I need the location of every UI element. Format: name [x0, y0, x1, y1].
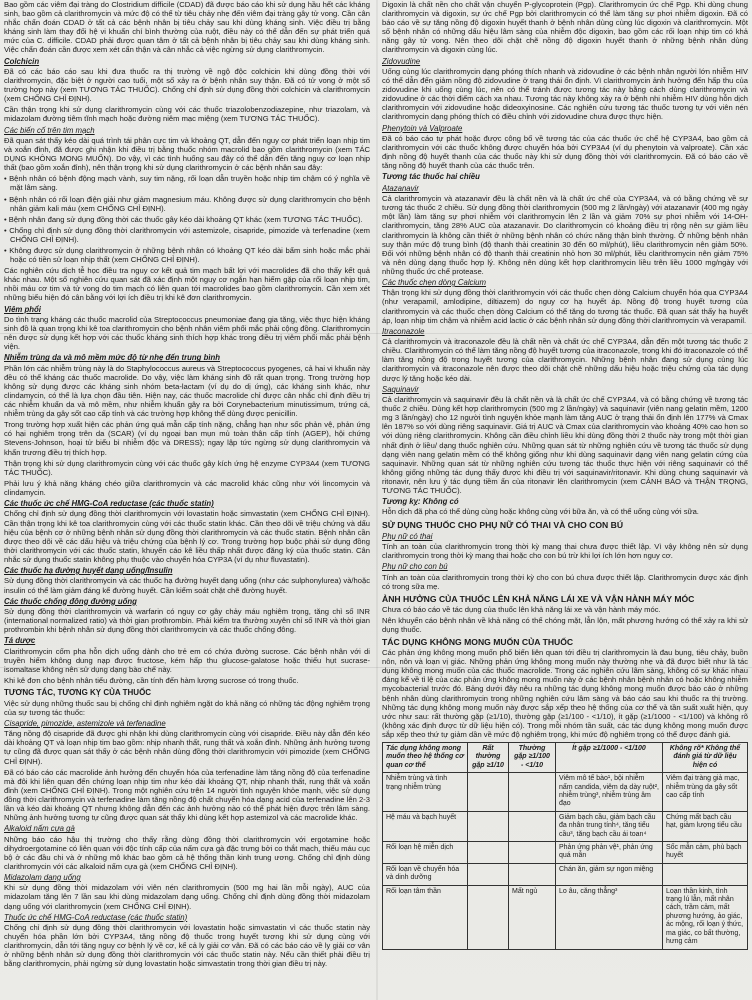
table-row [383, 773, 748, 812]
subheading: Phụ nữ cho con bú [382, 562, 448, 572]
subheading: Tương kỵ: Không có [382, 497, 459, 507]
paragraph: Thận trọng khi sử dụng clarithromycin cùng với các thuốc gây kích ứng hệ enzyme CYP3A4 (xem TƯƠNG TÁC THUỐC). [4, 458, 370, 477]
paragraph: Trong trường hợp xuất hiện các phản ứng quá mẫn cấp tính nặng, chẳng hạn như sốc phản vệ, phản ứng có hại nghiêm trọng trên da (SCAR) (ví dụ ngoại ban mụn mủ toàn thân cấp tính (AGEP), hội chứng Stevens-Johnson, hoại tử biểu bì nhiễm độc và DRESS); ngay lập tức ngừng sử dụng clarithromycin và khẩn trương điều trị thích hợp. [4, 420, 370, 457]
bullet-item: • Bệnh nhân có bệnh động mạch vành, suy tim nặng, rối loạn dẫn truyền hoặc nhịp tim chậm có ý nghĩa về mặt lâm sàng. [4, 174, 370, 193]
table-cell [663, 863, 748, 885]
paragraph: Đã quan sát thấy kéo dài quá trình tái phân cực tim và khoảng QT, dẫn đến nguy cơ phát triển loạn nhịp tim và xoắn đỉnh, đã được ghi nhận khi điều trị bằng thuốc nhóm macrolid bao gồm clarithromycin (xem TÁC DỤNG KHÔNG MONG MUỐN). Do vậy, vì các tình huống sau đây có thể dẫn đến tăng nguy cơ loạn nhịp thất (bao gồm xoắn đỉnh), nên thận trọng khi sử dụng clarithromycin ở các bệnh nhân sau đây: [4, 135, 370, 173]
table-cell: Nhiễm trùng và tình trạng nhiễm trùng [383, 773, 468, 812]
paragraph: Đã có báo cáo tự phát hoặc được công bố về tương tác của các thuốc ức chế hệ CYP3A4, bao gồm cả clarithromycin với các thuốc không được chuyển hóa bởi CYP3A4 (ví dụ phenytoin và valproate). Cần xác định nồng độ huyết thanh của các thuốc này khi sử dụng đồng thời với clarithromycin. Đã có báo cáo về tăng nồng độ huyết thanh của các thuốc trên. [382, 133, 748, 171]
table-cell: Rối loạn tâm thần [383, 885, 468, 949]
table-cell [468, 863, 509, 885]
fold-line-vertical [376, 0, 378, 1000]
left-column [4, 0, 370, 1000]
paragraph: Digoxin là chất nền cho chất vận chuyển P-glycoprotein (Pgp). Clarithromycin ức chế Pgp. Khi dùng chung clarithromycin và digoxin, sự ức chế Pgp bởi clarithromycin có thể làm tăng sự phơi nhiễm digoxin. Đã có báo cáo về sự tăng nồng độ digoxin huyết thanh ở bệnh nhân dùng cùng lúc digoxin và clarithromycin. Một số bệnh nhân có những dấu hiệu lâm sàng của nhiễm độc digoxin, bao gồm các rối loạn nhịp tim có khả năng gây tử vong. Nên theo dõi chặt chẽ nồng độ digoxin huyết thanh ở những bệnh nhân dùng clarithromycin và digoxin cùng lúc. [382, 0, 748, 55]
paragraph: Chống chỉ định sử dụng đồng thời clarithromycin với lovastatin hoặc simvastatin vì các thuốc statin này chuyển hóa phần lớn bởi CYP3A4, tăng nồng độ thuốc trong huyết tương khi sử dụng cùng với clarithromycin, dẫn tới tăng nguy cơ bệnh lý về cơ, kể cả ly giải cơ vân. Đã có các báo cáo về ly giải cơ vân ở những bệnh nhân sử dụng đồng thời clarithromycin với các thuốc statin này. Nếu cần thiết phải điều trị bằng clarithromycin, phải ngừng sử dụng lovastatin hoặc simvastatin trong thời gian điều trị này. [4, 923, 370, 969]
table-header-cell: Ít gặp ≥1/1000 - <1/100 [556, 742, 663, 772]
paragraph: Clarithromycin cốm pha hỗn dịch uống dành cho trẻ em có chứa đường sucrose. Các bệnh nhân với di truyền hiếm không dung nạp được fructose, kém hấp thu glucose-galatose hoặc thiếu hụt sucrase-isomaltase không nên sử dụng dạng bào chế này. [4, 646, 370, 674]
table-cell: Phản ứng phản vệ¹, phản ứng quá mẫn [556, 842, 663, 864]
paragraph: Cả clarithromycin và itraconazole đều là chất nền và chất ức chế CYP3A4, dẫn đến một tương tác thuốc 2 chiều. Clarithromycin có thể làm tăng nồng độ huyết tương của itraconazole, trong khi đó itraconazole có thể làm tăng nồng độ trong huyết tương của clarithromycin. Những bệnh nhân đang sử dụng cùng lúc clarithromycin và itraconazole nên được theo dõi chặt chẽ những dấu hiệu hoặc triệu chứng của tác dụng dược lý tăng hoặc kéo dài. [382, 337, 748, 383]
subheading: Thuốc ức chế HMG-CoA reductase (các thuốc statin) [4, 912, 188, 922]
paragraph: Nên khuyến cáo bệnh nhân về khả năng có thể chóng mặt, lẫn lộn, mất phương hướng có thể xảy ra khi sử dụng thuốc. [382, 615, 748, 634]
paragraph: Cả clarithromycin và atazanavir đều là chất nền và là chất ức chế của CYP3A4, và có bằng chứng về sự tương tác thuốc 2 chiều. Sử dụng đồng thời clarithromycin (500 mg 2 lần/ngày) với atazanavir (400 mg ngày một lần) làm tăng sự phơi nhiễm với clarithromycin lên 2 lần và giảm 70% sự phơi nhiễm với 14-OH-clarithromycin, tăng 28% AUC của atazanavir. Do clarithromycin có khoảng điều trị rộng nên sự giảm liều clarithromycin là không cần thiết ở những bệnh nhân có chức năng thận bình thường. Ở những bệnh nhân suy thận mức độ trung bình (độ thanh thải creatinin 30 đến 60 ml/phút), liều clarithromycin nên giảm 50%. Đối với những bệnh nhân có độ thanh thải creatinin nhỏ hơn 30 ml/phút, liều clarithromycin nên giảm 75% và nên dùng dạng thuốc hợp lý. Không nên dùng kết hợp clarithromycin liều trên liều 1000 mg/ngày với những thuốc ức chế protease. [382, 194, 748, 276]
table-cell [468, 842, 509, 864]
section-heading: Các thuốc hạ đường huyết dạng uống/Insulin [4, 566, 173, 575]
table-cell: Chứng mất bạch cầu hạt, giảm lượng tiểu cầu [663, 811, 748, 841]
paragraph: Cả clarithromycin và saquinavir đều là chất nền và là chất ức chế CYP3A4, và có bằng chứng về tương tác thuốc 2 chiều. Dùng kết hợp clarithromycin (500 mg 2 lần/ngày) và saquinavir (viên nang gelatin mềm, 1200 mg 3 lần/ngày) cho 12 người tình nguyện khỏe mạnh làm tăng AUC ở trạng thái ổn định lên 177% và Cmax lên 187% so với dùng riêng saquinavir. Giá trị AUC và Cmax của clarithromycin vào khoảng 40% cao hơn so với dùng riêng clarithromycin. Không cần điều chỉnh liều khi dùng đồng thời 2 thuốc này trong một thời gian nhất định ở liều/ dạng thuốc nghiên cứu. Những quan sát từ những nghiên cứu về tương tác thuốc sử dụng dạng viên nang gelatin mềm có thể không giống như khi dùng saquinavir dạng viên nang gelatin cứng của saquinavir. Những quan sát từ những nghiên cứu tương tác thuốc thực hiện với riêng saquinavir có thể không giống những tác dụng thấy được khi điều trị với saquinavir/ritonavir. Khi dùng chung saquinavir và ritonavir, nên lưu ý tác dụng tiềm ẩn của ritonavir lên clarithromycin (xem CẢNH BÁO và THẬN TRỌNG, TƯƠNG TÁC THUỐC). [382, 395, 748, 495]
paragraph: Tăng nồng độ cisapride đã được ghi nhận khi dùng clarithromycin cùng với cisapride. Điều này dẫn đến kéo dài khoảng QT và loạn nhịp tim bao gồm: nhịp nhanh thất, rung thất và xoắn đỉnh. Những ảnh hưởng tương tự cũng đã được quan sát thấy ở các bệnh nhân dùng đồng thời clarithromycin với pimozide (xem CHỐNG CHỈ ĐỊNH). [4, 729, 370, 766]
paragraph: Việc sử dụng những thuốc sau bị chống chỉ định nghiêm ngặt do khả năng có những tác động nghiêm trọng của sự tương tác thuốc: [4, 698, 370, 717]
table-cell: Hệ máu và bạch huyết [383, 811, 468, 841]
paragraph: Đã có các báo cáo sau khi đưa thuốc ra thị trường về ngộ độc colchicin khi dùng đồng thời với clarithromycin, đặc biệt ở người cao tuổi, một số xảy ra ở bệnh nhân suy thận. Đã có tử vong ở một số trường hợp này (xem TƯƠNG TÁC THUỐC). Chống chỉ định sử dụng đồng thời colchicin và clarithromycin (xem CHỐNG CHỈ ĐỊNH). [4, 66, 370, 104]
section-title: TÁC DỤNG KHÔNG MONG MUỐN CỦA THUỐC [382, 637, 574, 648]
paragraph: Phải lưu ý khả năng kháng chéo giữa clarithromycin và các macrolid khác cũng như với lincomycin và clindamycin. [4, 478, 370, 497]
paragraph: Những báo cáo hậu thị trường cho thấy rằng dùng đồng thời clarithromycin với ergotamine hoặc dihydroergotamine có liên quan với độc tính cấp của nấm cựa gà đặc trưng bởi co thắt mạch, thiếu máu cục bộ ở các đầu chi và ở những mô khác bao gồm cả hệ thống thần kinh trung ương. Chống chỉ định dùng clarithromycin với các alkaloid nấm cựa gà (xem CHỐNG CHỈ ĐỊNH). [4, 834, 370, 871]
subheading: Saquinavir [382, 384, 419, 394]
bullet-item: • Bệnh nhân có rối loạn điện giải như giảm magnesium máu. Không được sử dụng clarithromycin cho bệnh nhân giảm kali máu (xem CHỐNG CHỈ ĐỊNH). [4, 194, 370, 213]
paragraph: Phần lớn các nhiễm trùng này là do Staphylococcus aureus và Streptococcus pyogenes, cả hai vi khuẩn này đều có thể kháng các thuốc macrolide. Do vậy, việc làm kháng sinh đồ rất quan trọng. Trong trường hợp không sử dụng được các kháng sinh nhóm beta-lactam (ví dụ do dị ứng), các kháng sinh khác, như clindamycin, có thể là lựa chọn đầu tiên. Hiện nay, các thuốc macrolide chỉ được cân nhắc chỉ định điều trị các nhiễm khuẩn da và mô mềm, như nhiễm khuẩn gây ra bởi Corynebacterium minutissimum, trứng cá, nhiễm trùng da gây sốt cao cấp tính và các trường hợp không thể dùng được penicillin. [4, 363, 370, 419]
table-cell: Viêm mô tế bào¹, bội nhiễm nấm candida, viêm dạ dày ruột², nhiễm trùng³, nhiễm trùng âm đạo [556, 773, 663, 812]
adverse-effects-table [382, 742, 748, 950]
right-column-text [382, 0, 748, 739]
table-cell: Giảm bạch cầu, giảm bạch cầu đa nhân trung tính⁴, tăng tiểu cầu³, tăng bạch cầu ái toan⁴ [556, 811, 663, 841]
section-heading: Các thuốc chống đông đường uống [4, 596, 137, 606]
bullet-item: • Không được sử dụng clarithromycin ở những bệnh nhân có khoảng QT kéo dài bẩm sinh hoặc mắc phải hoặc có tiền sử loạn nhịp thất (xem CHỐNG CHỈ ĐỊNH). [4, 245, 370, 265]
section-heading: Các thuốc ức chế HMG-CoA reductase (các thuốc statin) [4, 499, 214, 509]
table-cell: Viêm đại tràng giả mạc, nhiễm trùng da gây sốt cao cấp tính [663, 773, 748, 812]
paragraph: Uống cùng lúc clarithromycin dạng phóng thích nhanh và zidovudine ở các bệnh nhân người lớn nhiễm HIV có thể dẫn đến giảm nồng độ zidovudine ở trạng thái ổn định. Vì clarithromycin ảnh hưởng đến hấp thu của zidovudine khi uống cùng lúc, nên có thể tránh được tương tác này bằng cách dùng clarithromycin và zidovudine ở các thời điểm cách xa nhau. Tương tác này không xảy ra ở bệnh nhi nhiễm HIV dùng hỗn dịch clarithromycin với zidovudine hoặc dideoxyinosine. Các nghiên cứu tương tác thuốc tương tự với viên nén clarithromycin dạng phóng thích có điều chỉnh với zidovudine chưa được thực hiện. [382, 66, 748, 122]
paragraph: Khi kê đơn cho bệnh nhân tiểu đường, cần tính đến hàm lượng sucrose có trong thuốc. [4, 675, 299, 685]
table-header-cell: Tác dụng không mong muốn theo hệ thống cơ quan cơ thể [383, 742, 468, 772]
paragraph: Cần thận trọng khi sử dụng clarithromycin cùng với các thuốc triazolobenzodiazepine, như triazolam, và midazolam đường tiêm tĩnh mạch hoặc đường niêm mạc miệng (xem TƯƠNG TÁC THUỐC). [4, 105, 370, 124]
table-cell: Rối loạn hệ miễn dịch [383, 842, 468, 864]
table-cell: Mất ngủ [509, 885, 556, 949]
subheading: Tương tác thuốc hai chiều [382, 172, 480, 182]
subheading: Phụ nữ có thai [382, 531, 433, 541]
section-heading: Tá dược [4, 636, 36, 646]
table-cell: Rối loạn về chuyển hóa và dinh dưỡng [383, 863, 468, 885]
subheading: Alkaloid nấm cựa gà [4, 824, 75, 834]
fold-line [0, 667, 752, 668]
section-heading: Nhiễm trùng da và mô mềm mức độ từ nhẹ đến trung bình [4, 353, 221, 363]
paragraph: Bao gồm các viêm đại tràng do Clostridium difficile (CDAD) đã được báo cáo khi sử dụng hầu hết các kháng sinh, bao gồm cả clarithromycin và mức độ có thể từ tiêu chảy nhẹ đến viêm đại tràng gây tử vong. Cần cân nhắc chẩn đoán CDAD ở tất cả các bệnh nhân bị tiêu chảy sau khi dùng kháng sinh. Việc điều trị bằng kháng sinh làm thay đổi hệ vi khuẩn chí bình thường của ruột, điều này có thể dẫn đến sự phát triển quá mức của C. difficile. CDAD phải được quan tâm ở tất cả bệnh nhân bị tiêu chảy sau khi dùng kháng sinh. Việc chẩn đoán cần được xem xét cẩn thận và cân nhắc cả việc ngừng sử dụng clarithromycin. [4, 0, 370, 55]
section-heading: Colchicin [4, 56, 40, 66]
paragraph: Các phản ứng không mong muốn phổ biến liên quan tới điều trị clarithromycin là đau bụng, tiêu chảy, buồn nôn, nôn và loạn vị giác. Những phản ứng không mong muốn này thường nhẹ và đã được biết như là tác dụng không mong muốn của các thuốc macrolide. Trong các nghiên cứu lâm sàng, không có sự khác nhau đáng kể về tỉ lệ của các phản ứng không mong muốn này ở các bệnh nhân bệnh nhân có hoặc không nhiễm mycobacterial trước đó. Bảng dưới đây nêu ra những tác dụng không mong muốn được báo cáo ở những bệnh nhân dùng clarithromycin trong những nghiên cứu lâm sàng và báo cáo sau khi thuốc ra thị trường. Những tác dụng không mong muốn này được sắp xếp theo hệ thống của cơ thể và tần suất xuất hiện, quy ước như sau: rất thường gặp (≥1/10), thường gặp (≥1/100 - <1/10), ít gặp (≥1/1000 - <1/100) và không rõ (không xác định được từ dữ liệu hiện có). Trong mỗi nhóm tần suất, các tác dụng không mong muốn được sắp xếp theo thứ tự giảm dần về mức độ nghiêm trọng, khi mức độ nghiêm trọng có thể được đánh giá. [382, 648, 748, 739]
paragraph: Tính an toàn của clarithromycin trong thời kỳ cho con bú chưa được thiết lập. Clarithromycin được xác định có trong sữa mẹ. [382, 572, 748, 591]
bullet-item: • Chống chỉ định sử dụng đồng thời clarithromycin với astemizole, cisapride, pimozide và terfenadine (xem CHỐNG CHỈ ĐỊNH). [4, 225, 370, 244]
table-cell: Chán ăn, giảm sự ngon miệng [556, 863, 663, 885]
table-row [383, 885, 748, 949]
table-row [383, 842, 748, 864]
subheading: Itraconazole [382, 326, 425, 336]
fold-line [0, 333, 752, 334]
section-title: SỬ DỤNG THUỐC CHO PHỤ NỮ CÓ THAI VÀ CHO CON BÚ [382, 519, 624, 530]
table-cell [509, 773, 556, 812]
subheading: Các thuốc chẹn dòng Calcium [382, 277, 487, 287]
table-row [383, 811, 748, 841]
table-header-row [383, 742, 748, 772]
paragraph: Do tình trạng kháng các thuốc macrolid của Streptococcus pneumoniae đang gia tăng, việc thực hiện kháng sinh đồ là quan trọng khi kê toa clarithromycin cho bệnh nhân viêm phổi mắc phải cộng đồng. Clarithromycin nên được sử dụng kết hợp với các thuốc kháng sinh thích hợp khác trong điều trị viêm phổi mắc phải bệnh viện. [4, 314, 370, 352]
table-cell [509, 842, 556, 864]
paragraph: Đã có báo cáo các macrolide ảnh hưởng đến chuyển hóa của terfenadine làm tăng nồng độ của terfenadine mà đôi khi liên quan đến chứng loạn nhịp tim như kéo dài khoảng QT, nhịp nhanh thất, rung thất và xoắn đỉnh (xem CHỐNG CHỈ ĐỊNH). Trong một nghiên cứu trên 14 người tình nguyện khỏe mạnh, việc sử dụng đồng thời clarithromycin và terfenadine làm tăng nồng độ chất chuyển hóa dạng acid của terfenadine lên 2-3 lần và kéo dài khoảng QT nhưng không dẫn đến các ảnh hưởng nào có thể phát hiện được trên lâm sàng. Những ảnh hưởng tương tự cũng được quan sát thấy khi dùng kết hợp astemizol và các macrolide khác. [4, 767, 370, 823]
table-cell [468, 885, 509, 949]
subheading: Cisapride, pimozide, astemizole và terfenadine [4, 718, 166, 728]
paragraph: Chống chỉ định sử dụng đồng thời clarithromycin với lovastatin hoặc simvastatin (xem CHỐNG CHỈ ĐỊNH). Cần thận trọng khi kê toa clarithromycin cùng với các thuốc statin khác. Cần theo dõi về triệu chứng và dấu hiệu của bệnh cơ ở những bệnh nhân sử dụng đồng thời clarithromycin và các thuốc statin. Bệnh nhân cần được theo dõi về các dấu hiệu và triệu chứng của bệnh lý cơ. Trong trường hợp buộc phải sử dụng đồng thời clarithromycin với các thuốc statin, khuyến cáo kê liều thấp nhất được đăng ký của thuốc statin. Cân nhắc sử dụng thuốc statin không phụ thuộc vào chuyển hóa CYP3A (ví dụ như fluvastatin). [4, 509, 370, 564]
subheading: Atazanavir [382, 183, 419, 193]
table-header-cell: Không rõ* Không thể đánh giá từ dữ liệu hiện có [663, 742, 748, 772]
paragraph: Sử dụng đồng thời clarithromycin và warfarin có nguy cơ gây chảy máu nghiêm trọng, tăng chỉ số INR (international normalized ratio) và thời gian prothrombin. Phải kiểm tra thường xuyên chỉ số INR và thời gian prothrombin khi bệnh nhân sử dụng đồng thời clarithromycin và các thuốc chống đông. [4, 607, 370, 635]
table-cell: Sốc mẫn cảm, phù bạch huyết [663, 842, 748, 864]
paragraph: Khi sử dụng đồng thời midazolam với viên nén clarithromycin (500 mg hai lần mỗi ngày), AUC của midazolam tăng lên 7 lần sau khi dùng midazolam dạng uống. Chống chỉ định dùng đồng thời midazolam dạng uống với clarithromycin (xem CHỐNG CHỈ ĐỊNH). [4, 883, 370, 911]
table-cell [509, 863, 556, 885]
subheading: Các biến cố trên tim mạch [4, 125, 95, 135]
subheading: Phenytoin và Valproate [382, 123, 463, 133]
table-header-cell: Rất thường gặp ≥1/10 [468, 742, 509, 772]
paragraph: Hỗn dịch đã pha có thể dùng cùng hoặc không cùng với bữa ăn, và có thể uống cùng với sữa. [382, 507, 699, 517]
table-row [383, 863, 748, 885]
table-cell [509, 811, 556, 841]
paragraph: Sử dụng đồng thời clarithromycin và các thuốc hạ đường huyết dạng uống (như các sulphonylurea) và/hoặc insulin có thể làm giảm đáng kể đường huyết. Cần kiểm soát chặt chẽ đường huyết. [4, 576, 370, 595]
bullet-item: • Bệnh nhân đang sử dụng đồng thời các thuốc gây kéo dài khoảng QT khác (xem TƯƠNG TÁC THUỐC). [4, 214, 363, 224]
table-cell: Loạn thần kinh, tình trạng lú lẫn, mất nhân cách, trầm cảm, mất phương hướng, ảo giác, ác mộng, rối loạn ý thức, ma giác, co bất thường, hưng cảm [663, 885, 748, 949]
paragraph: Thận trọng khi sử dụng đồng thời clarithromycin với các thuốc chẹn dòng Calcium chuyển hóa qua CYP3A4 (như verapamil, amlodipine, diltiazem) do nguy cơ hạ huyết áp. Nồng độ trong huyết tương của clarithromycin và các thuốc chẹn dòng Calcium có thể tăng do tương tác thuốc. Đã quan sát thấy hạ huyết áp, loạn nhịp tim chậm và nhiễm acid lactic ở các bệnh nhân sử dụng đồng thời clarithromycin và verapamil. [382, 288, 748, 325]
right-column [382, 0, 748, 1000]
subheading: Zidovudine [382, 56, 421, 66]
table-header-cell: Thường gặp ≥1/100 - <1/10 [509, 742, 556, 772]
paragraph: Tính an toàn của clarithromycin trong thời kỳ mang thai chưa được thiết lập. Vì vậy không nên sử dụng clarithromycin trong thời kỳ mang thai hoặc cho con bú trừ khi lợi ích lớn hơn nguy cơ. [382, 541, 748, 561]
section-title: ẢNH HƯỞNG CỦA THUỐC LÊN KHẢ NĂNG LÁI XE VÀ VẬN HÀNH MÁY MÓC [382, 593, 695, 604]
subheading: Midazolam dạng uống [4, 872, 81, 882]
paragraph: Chưa có báo cáo về tác dụng của thuốc lên khả năng lái xe và vận hành máy móc. [382, 604, 661, 614]
paragraph: Các nghiên cứu dịch tễ học điều tra nguy cơ kết quả tim mạch bất lợi với macrolides đã cho thấy kết quả khác nhau. Một số nghiên cứu quan sát đã xác định một nguy cơ ngắn hạn hiếm gặp của rối loạn nhịp tim, nhồi máu cơ tim và tử vong do tim mạch có liên quan tới macrolides bao gồm clarithromycin. Cần xem xét những biểu hiện đó cân bằng với lợi ích điều trị khi kê đơn clarithromycin. [4, 266, 370, 303]
table-cell [468, 811, 509, 841]
section-heading: Viêm phổi [4, 304, 41, 314]
section-title: TƯƠNG TÁC, TƯƠNG KỴ CỦA THUỐC [4, 688, 152, 698]
table-cell: Lo âu, căng thẳng³ [556, 885, 663, 949]
table-cell [468, 773, 509, 812]
